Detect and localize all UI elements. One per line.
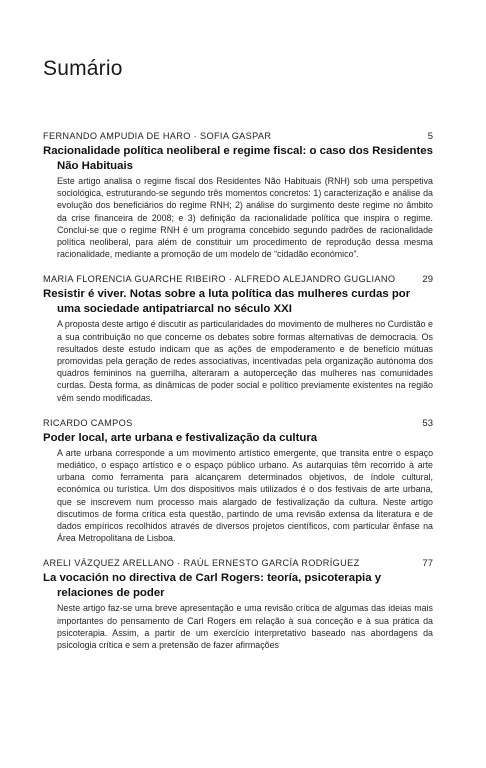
entry-abstract: Neste artigo faz-se uma breve apresentação e uma revisão crítica de algumas das ideias mais importantes do pensamento de Carl Rogers em relação à sua conceção e à sua prática da psicoterapia. Assim, a partir de um exercício interpretativo baseado nas abordagens da psicologia crítica e sem a pretensão de fazer afirmações [57, 603, 433, 651]
entry-page-number: 5 [427, 131, 433, 142]
entry-title: La vocación no directiva de Carl Rogers: teoría, psicoterapia y relaciones de poder [43, 572, 382, 600]
toc-entry [43, 273, 433, 403]
entry-abstract: A arte urbana corresponde a um movimento artístico emergente, que transita entre o espaço mediático, o espaço artístico e o espaço público urbano. As autarquias têm recorrido à arte urbana como ferramenta para alcançarem determinados objetivos, de índole cultural, económica ou turística. Um dos dispositivos mais utilizados é o dos festivais de arte urbana, que se inscrevem num processo mais alargado de festivalização da cultura. Neste artigo discutimos de forma crítica esta questão, partindo de uma revisão extensa da literatura e de dados empíricos recolhidos através de diversos projetos científicos, com particular ênfase na Área Metropolitana de Lisboa. [57, 447, 433, 544]
entry-authors: RICARDO CAMPOS [43, 417, 133, 428]
entry-abstract: A proposta deste artigo é discutir as particularidades do movimento de mulheres no Curdistão e a sua contribuição no que concerne os debates sobre formas alternativas de democracia. Os resultados deste estudo indicam que as ações de empoderamento e de benefício mútuas promovidas pela geração de redes associativas, incentivadas pela organização autónoma dos quadros femininos na guerrilha, alteraram a autoperceção das mulheres nas comunidades curdas. Desta forma, as dinâmicas de poder social e político previamente existentes na região vêm sendo modificadas. [57, 319, 433, 403]
entry-header [43, 417, 433, 430]
entry-authors: MARIA FLORENCIA GUARCHE RIBEIRO · ALFREDO ALEJANDRO GUGLIANO [43, 274, 396, 285]
entry-header [43, 273, 433, 286]
toc-entry [43, 417, 433, 545]
entry-title: Resistir é viver. Notas sobre a luta política das mulheres curdas por uma sociedade antipatriarcal no século XXI [43, 288, 411, 316]
entry-title: Racionalidade política neoliberal e regime fiscal: o caso dos Residentes Não Habituais [43, 145, 433, 172]
entry-title: Poder local, arte urbana e festivalização da cultura [43, 431, 318, 444]
entry-page-number: 77 [422, 558, 433, 570]
entry-header [43, 130, 433, 143]
entry-abstract: Este artigo analisa o regime fiscal dos Residentes Não Habituais (RNH) sob uma perspetiva sociológica, estruturando-se segundo três momentos concretos: 1) caracterização e análise da evolução dos beneficiários do regime RNH; 2) análise do surgimento deste regime no âmbito da crise financeira de 2008; e 3) definição da racionalidade política que inspira o regime. Conclui-se que o regime RNH é um programa concebido segundo padrões de racionalidade política neoliberal, para além de constituir um procedimento de reprodução dessa mesma racionalidade, mediante a promoção de um modelo de “cidadão económico”. [57, 176, 433, 260]
table-of-contents [43, 130, 433, 664]
entry-authors: ARELI VÁZQUEZ ARELLANO · RAÚL ERNESTO GARCÍA RODRÍGUEZ [43, 558, 360, 569]
entry-authors: FERNANDO AMPUDIA DE HARO · SOFIA GASPAR [43, 131, 272, 141]
toc-entry [43, 130, 433, 260]
entry-page-number: 53 [422, 417, 433, 429]
entry-page-number: 29 [422, 274, 433, 286]
entry-header [43, 557, 433, 570]
toc-entry [43, 557, 433, 651]
page-title: Sumário [43, 57, 123, 80]
